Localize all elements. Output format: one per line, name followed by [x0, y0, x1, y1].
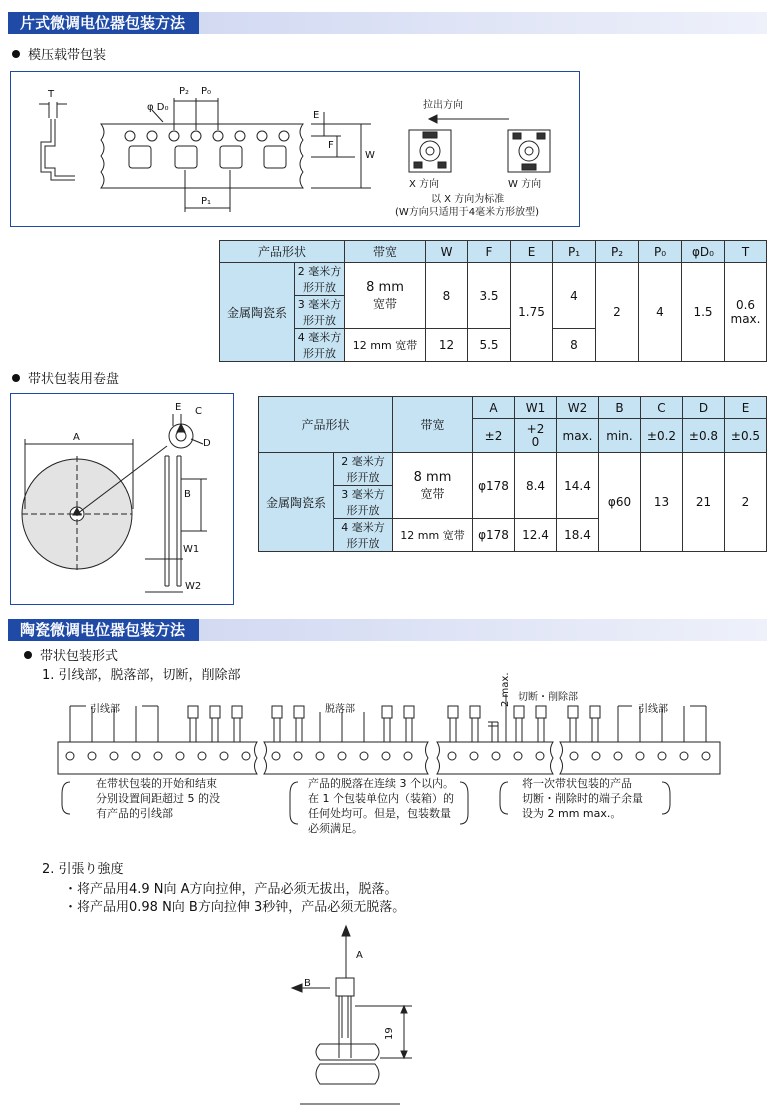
label-lead-start: 引线部 [90, 704, 120, 715]
p1-8mm: 4 [553, 263, 596, 329]
note-dropout [308, 776, 454, 836]
bullet-text: 带状包装形式 [40, 649, 119, 664]
label-w: W [365, 150, 375, 161]
emboss-diagram-frame [10, 71, 580, 227]
tape-8mm-line1: 8 mm [366, 279, 404, 295]
section-bar-ceramic [8, 619, 767, 641]
th-p1: P₁ [553, 241, 596, 263]
th-w: W [426, 241, 468, 263]
p0-value: 4 [639, 263, 682, 362]
tol-w1-top: +2 [526, 421, 545, 436]
bullet-dot-icon [12, 50, 20, 58]
th-e: E [511, 241, 553, 263]
reel-label-w2: W2 [185, 581, 202, 592]
emboss-spec-table [219, 240, 767, 362]
bullet-dot-icon [12, 374, 20, 382]
label-lead-end: 引线部 [638, 704, 668, 715]
label-e: E [313, 110, 320, 121]
th2-d: D [683, 397, 725, 419]
reel-label-a: A [73, 432, 80, 443]
t-line1: 0.6 [735, 298, 756, 312]
category-cell: 金属陶瓷系 [220, 263, 295, 362]
label-cut-remove: 切断・削除部 [518, 692, 578, 703]
f-8mm: 3.5 [468, 263, 511, 329]
label-2max: 2 max. [500, 672, 511, 707]
e-value: 1.75 [511, 263, 553, 362]
note-cut [522, 776, 643, 821]
reel-label-e: E [175, 402, 182, 413]
reel-diagram [11, 394, 233, 604]
c-value: 13 [641, 453, 683, 552]
bullet-dot-icon [24, 651, 32, 659]
p2-value: 2 [596, 263, 639, 362]
row-shape-2mm: 2 毫米方形开放 [295, 263, 345, 296]
reel-label-b: B [184, 489, 191, 500]
tensile-line-a: ・将产品用4.9 N向 A方向拉伸，产品必须无拔出，脱落。 [64, 882, 398, 897]
reel-label-c: C [195, 406, 202, 417]
x-direction-label: X 方向 [409, 179, 440, 190]
reel-label-d: D [203, 438, 211, 449]
row2-shape-2mm: 2 毫米方形开放 [334, 453, 393, 486]
dimension-19-label: 19 [384, 1027, 395, 1040]
tol-d: ±0.8 [683, 419, 725, 453]
tensile-line-b: ・将产品用0.98 N向 B方向拉伸 3秒钟，产品必须无脱落。 [64, 900, 406, 915]
note-line: 必须满足。 [308, 822, 363, 835]
t-value [725, 263, 767, 362]
f-12mm: 5.5 [468, 329, 511, 362]
th2-e: E [725, 397, 767, 419]
tape2-8mm-line1: 8 mm [413, 469, 452, 485]
pull-direction-label: 拉出方向 [423, 100, 463, 111]
section-bar-chip [8, 12, 767, 34]
w1-8mm: 8.4 [515, 453, 557, 519]
note-line: 切断・削除时的端子余量 [522, 792, 643, 805]
row2-shape-4mm: 4 毫米方形开放 [334, 519, 393, 552]
tol-w1-bottom: 0 [531, 434, 540, 449]
d0-value: 1.5 [682, 263, 725, 362]
note-lead-area [96, 776, 220, 821]
th2-w2: W2 [557, 397, 599, 419]
note-line: 任何处均可。但是，包装数量 [308, 807, 451, 820]
bullet-emboss [12, 44, 106, 63]
th-shape: 产品形状 [220, 241, 345, 263]
w2-12mm: 18.4 [557, 519, 599, 552]
bullet-reel [12, 368, 119, 387]
w2-8mm: 14.4 [557, 453, 599, 519]
tol-a: ±2 [473, 419, 515, 453]
b-value: φ60 [599, 453, 641, 552]
section-title: 片式微调电位器包装方法 [8, 12, 199, 34]
reel-diagram-frame [10, 393, 234, 605]
tol-c: ±0.2 [641, 419, 683, 453]
force-a-label: A [356, 950, 363, 961]
category2-cell: 金属陶瓷系 [259, 453, 334, 552]
t-line2: max. [730, 312, 761, 326]
label-p0: P₀ [201, 86, 212, 97]
tol-e: ±0.5 [725, 419, 767, 453]
w-8mm: 8 [426, 263, 468, 329]
row2-shape-3mm: 3 毫米方形开放 [334, 486, 393, 519]
row-shape-3mm: 3 毫米方形开放 [295, 296, 345, 329]
th2-shape: 产品形状 [259, 397, 393, 453]
tol-w1 [515, 419, 557, 453]
reel-spec-table [258, 396, 767, 552]
bullet-tape-form [24, 645, 118, 664]
label-p2: P₂ [179, 86, 190, 97]
note-line: 在带状包装的开始和结束 [96, 777, 217, 790]
tol-b: min. [599, 419, 641, 453]
label-t: T [48, 89, 55, 100]
d-value: 21 [683, 453, 725, 552]
force-b-label: B [304, 978, 311, 989]
note-line: 设为 2 mm max.。 [522, 807, 622, 820]
note-line: 将一次带状包装的产品 [522, 777, 632, 790]
label-p1: P₁ [201, 196, 212, 207]
tape-8mm-line2: 宽带 [372, 296, 397, 311]
tape2-12mm-cell: 12 mm 宽带 [393, 519, 473, 552]
e2-value: 2 [725, 453, 767, 552]
w-direction-note: (W方向只适用于4毫米方形放型) [395, 207, 540, 218]
a-12mm: φ178 [473, 519, 515, 552]
th2-tape: 带宽 [393, 397, 473, 453]
note-line: 有产品的引线部 [96, 807, 173, 820]
th-p2: P₂ [596, 241, 639, 263]
note-line: 分别设置间距超过 5 的没 [96, 792, 220, 805]
section-title: 陶瓷微调电位器包装方法 [8, 619, 199, 641]
th-f: F [468, 241, 511, 263]
th-d0: φD₀ [682, 241, 725, 263]
tensile-test-diagram [0, 918, 775, 1108]
a-8mm: φ178 [473, 453, 515, 519]
label-dropout: 脱落部 [325, 704, 355, 715]
label-f: F [328, 140, 334, 151]
tol-w2: max. [557, 419, 599, 453]
bullet-text: 模压载带包装 [28, 48, 107, 63]
item2-heading: 2. 引張り強度 [42, 862, 124, 877]
tape-8mm-cell [345, 263, 426, 329]
w-direction-label: W 方向 [508, 179, 542, 190]
th2-c: C [641, 397, 683, 419]
w-12mm: 12 [426, 329, 468, 362]
tape2-8mm-line2: 宽带 [420, 486, 445, 501]
th2-w1: W1 [515, 397, 557, 419]
standard-note: 以 X 方向为标准 [431, 194, 505, 205]
bullet-text: 带状包装用卷盘 [28, 372, 120, 387]
th2-a: A [473, 397, 515, 419]
th-p0: P₀ [639, 241, 682, 263]
th-tape: 带宽 [345, 241, 426, 263]
th2-b: B [599, 397, 641, 419]
note-line: 产品的脱落在连续 3 个以内。 [308, 777, 454, 790]
tape2-8mm-cell [393, 453, 473, 519]
item1-heading: 1. 引线部，脱落部，切断，削除部 [42, 668, 241, 683]
note-line: 在 1 个包装单位内（装箱）的 [308, 792, 454, 805]
tape-12mm-cell: 12 mm 宽带 [345, 329, 426, 362]
w1-12mm: 12.4 [515, 519, 557, 552]
p1-12mm: 8 [553, 329, 596, 362]
label-d0: φ D₀ [147, 102, 169, 113]
row-shape-4mm: 4 毫米方形开放 [295, 329, 345, 362]
th-t: T [725, 241, 767, 263]
reel-label-w1: W1 [183, 544, 200, 555]
